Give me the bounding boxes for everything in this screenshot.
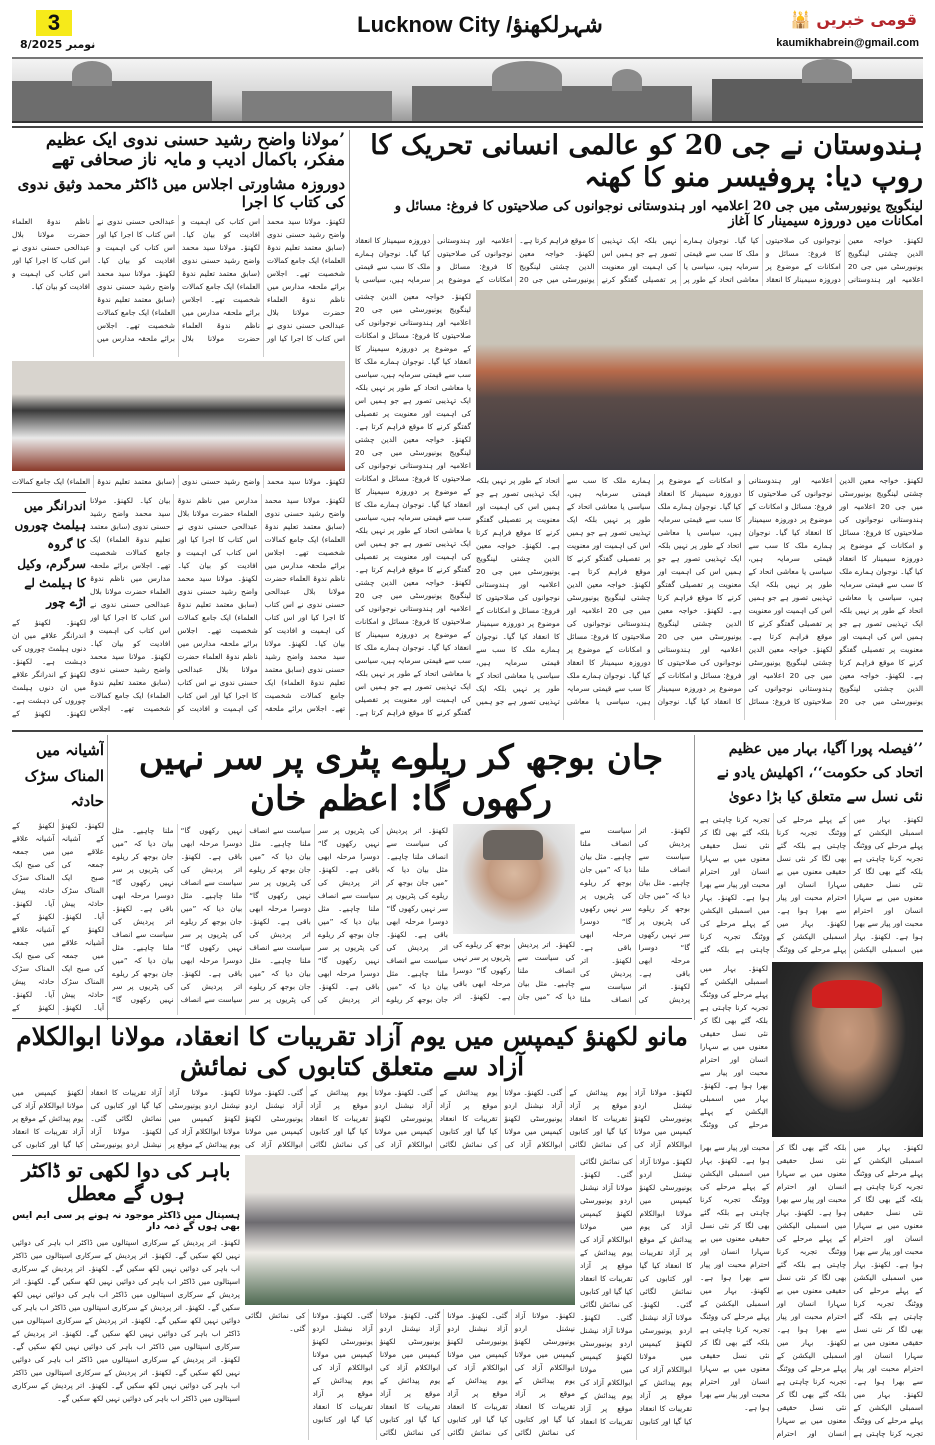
nadwi-headline: ’مولانا واضح رشید حسنی ندوی ایک عظیم مفکر، باکمال ادیب و مایہ ناز صحافی تھے <box>45 130 345 171</box>
doctor-headline: باہر کی دوا لکھی تو ڈاکٹر ہوں گے معطل <box>21 1160 231 1205</box>
section-title: Lucknow City /شہرلکھنؤ <box>357 12 603 37</box>
book-launch-photo <box>12 361 345 471</box>
nadwi-subhead: دوروزہ مشاورتی اجلاس میں ڈاکٹر محمد وثیق ندوی کی کتاب کا اجرا <box>17 174 345 211</box>
helmet-body: لکھنؤ۔ لکھنؤ کے اندرانگر علاقے میں ان دنوں ہیلمٹ چوروں کی دہشت ہے۔ لکھنؤ۔ لکھنؤ کے اندرانگر علاقے میں ان دنوں ہیلمٹ چوروں کی دہشت ہے۔ لکھنؤ۔ لکھنؤ کے <box>12 618 86 719</box>
nadwi-body-bottom: لکھنؤ۔ مولانا سید محمد واضح رشید حسنی ندوی (سابق معتمد تعلیم ندوۃ العلماء) ایک جامع کمالات شخصیت تھے۔ اجلاس برائے ملحقہ مدارس میں ناظم ندوۃ العلماء حضرت مولانا بلال عبدالحی حسنی ندوی نے اس کتاب کا اجرا کیا اور اس کتاب کی اہمیت و افادیت کو بیان کیا۔ لکھنؤ۔ مولانا سید محمد واضح رشید حسنی ندوی (سابق معتمد تعلیم ندوۃ العلماء) ایک جامع کمالات شخصیت تھے۔ اجلاس برائے ملحقہ مدارس میں ناظم ندوۃ العلماء حضرت مولانا بلال عبدالحی حسنی ندوی نے اس کتاب کا اجرا کیا اور اس کتاب کی اہمیت و افادیت کو بیان کیا۔ لکھنؤ۔ مولانا سید محمد واضح رشید حسنی ندوی (سابق معتمد تعلیم ندوۃ العلماء) ایک جامع کمالات شخصیت تھے۔ اجلاس برائے ملحقہ مدارس میں ناظم ندوۃ العلماء حضرت مولانا بلال عبدالحی حسنی ندوی نے اس کتاب کا اجرا کیا اور اس کتاب کی اہمیت و افادیت کو بیان کیا۔ لکھنؤ۔ مولانا سید محمد واضح رشید حسنی ندوی (سابق معتمد تعلیم ندوۃ العلماء) ایک جامع کمالات شخصیت تھے۔ اجلاس برائے ملحقہ مدارس میں ناظم ندوۃ العلماء حضرت مولانا بلال عبدالحی حسنی ندوی نے اس کتاب کا اجرا کیا اور اس کتاب کی اہمیت و افادیت کو بیان کیا۔ لکھنؤ۔ مولانا سید محمد واضح رشید حسنی ندوی (سابق معتمد تعلیم ندوۃ العلماء) ایک جامع کمالات شخصیت تھے۔ اجلاس <box>90 496 345 713</box>
akhilesh-photo <box>772 962 923 1137</box>
left-column <box>12 1086 240 1440</box>
contact-email[interactable]: kaumikhabrein@gmail.com <box>776 37 919 49</box>
ashiana-headline: آشیانہ میں المناک سڑک حادثہ <box>24 741 104 810</box>
ashiana-article <box>12 738 104 1015</box>
seminar-photo <box>476 290 923 470</box>
azam-khan-photo <box>453 824 575 934</box>
nadwi-body-top: لکھنؤ۔ مولانا سید محمد واضح رشید حسنی ندوی (سابق معتمد تعلیم ندوۃ العلماء) ایک جامع کمالات شخصیت تھے۔ اجلاس برائے ملحقہ مدارس میں ناظم ندوۃ العلماء حضرت مولانا بلال عبدالحی حسنی ندوی نے اس کتاب کا اجرا کیا اور اس کتاب کی اہمیت و افادیت کو بیان کیا۔ لکھنؤ۔ مولانا سید محمد واضح رشید حسنی ندوی (سابق معتمد تعلیم ندوۃ العلماء) ایک جامع کمالات شخصیت تھے۔ اجلاس برائے ملحقہ مدارس میں ناظم ندوۃ العلماء حضرت مولانا بلال عبدالحی حسنی ندوی نے اس کتاب کا اجرا کیا اور اس کتاب کی اہمیت و افادیت کو بیان کیا۔ لکھنؤ۔ مولانا سید محمد واضح رشید حسنی ندوی (سابق معتمد تعلیم ندوۃ العلماء) ایک جامع کمالات شخصیت تھے۔ اجلاس برائے ملحقہ مدارس میں ناظم ندوۃ العلماء حضرت مولانا بلال عبدالحی حسنی ندوی نے اس کتاب کا اجرا کیا اور اس کتاب کی اہمیت و افادیت کو بیان کیا۔ <box>12 216 345 343</box>
azam-article <box>112 738 690 1015</box>
manuu-body-side: لکھنؤ۔ مولانا آزاد نیشنل اردو یونیورسٹی لکھنؤ کیمپس میں مولانا ابوالکلام آزاد کی یوم پیدائش کے موقع پر آزاد تقریبات کا انعقاد کیا گیا اور کتابوں کی نمائش لگائی گئی۔ لکھنؤ۔ مولانا آزاد نیشنل اردو یونیورسٹی لکھنؤ کیمپس میں مولانا ابوالکلام آزاد کی یوم پیدائش کے موقع پر آزاد تقریبات کا انعقاد کیا گیا اور کتابوں کی نمائش لگائی گئی۔ لکھنؤ۔ مولانا آزاد نیشنل اردو یونیورسٹی لکھنؤ کیمپس میں مولانا ابوالکلام آزاد کی یوم پیدائش کے موقع پر آزاد تقریبات کا انعقاد کیا گیا اور کتابوں کی نمائش لگائی گئی۔ لکھنؤ۔ مولانا آزاد نیشنل اردو یونیورسٹی لکھنؤ کیمپس میں مولانا ابوالکلام آزاد کی یوم پیدائش کے موقع پر آزاد تقریبات کا انعقاد <box>580 1157 692 1426</box>
azam-body-under-photo: لکھنؤ۔ اتر پردیش کی سیاست سے انصاف ملنا چاہیے۔ مثل بیان دیا کہ ”میں جان بوجھ کر ریلوے کی پٹریوں پر سر نہیں رکھوں گا“ دوسرا مرحلہ ابھی باقی ہے۔ لکھنؤ۔ اتر <box>453 939 575 1001</box>
manuu-headline: مانو لکھنؤ کیمپس میں یوم آزاد تقریبات کا انعقاد، مولانا ابوالکلام آزاد سے متعلق کتابوں کی نمائش <box>16 1022 688 1081</box>
azam-headline: جان بوجھ کر ریلوے پٹری پر سر نہیں رکھوں گا: اعظم خان <box>138 738 664 819</box>
issue-date: 8/نومبر 2025 <box>20 38 96 51</box>
manuu-body-top: لکھنؤ۔ مولانا آزاد نیشنل اردو یونیورسٹی لکھنؤ کیمپس میں مولانا ابوالکلام آزاد کی یوم پیدائش کے موقع پر آزاد تقریبات کا انعقاد کیا گیا اور کتابوں کی نمائش لگائی گئی۔ لکھنؤ۔ مولانا آزاد نیشنل اردو یونیورسٹی لکھنؤ کیمپس میں مولانا ابوالکلام آزاد کی یوم پیدائش کے موقع پر آزاد تقریبات کا انعقاد کیا گیا اور کتابوں کی نمائش لگائی گئی۔ لکھنؤ۔ مولانا آزاد نیشنل اردو یونیورسٹی لکھنؤ کیمپس میں مولانا ابوالکلام آزاد کی یوم پیدائش کے موقع پر آزاد تقریبات کا انعقاد کیا گیا اور کتابوں کی نمائش لگائی گئی۔ لکھنؤ۔ مولانا آزاد نیشنل اردو یونیورسٹی لکھنؤ کیمپس میں مولانا ابوالکلام آزاد کی <box>245 1088 692 1149</box>
mosque-icon: 🕌 <box>790 10 811 29</box>
akhilesh-headline: ’’فیصلہ پورا آگیا، بہار میں عظیم اتحاد کی حکومت‘‘، اکھلیش یادو نے نئی نسل سے متعلق کیا بڑا دعویٰ <box>716 741 923 805</box>
g20-body-side: لکھنؤ۔ خواجہ معین الدین چشتی لینگویج یونیورسٹی میں جی 20 اعلامیہ اور ہندوستانی نوجوانوں کی صلاحیتوں کا فروغ: مسائل و امکانات کے موضوع پر دوروزہ سیمینار کا انعقاد کیا گیا۔ نوجوان ہمارے ملک کا سب سے قیمتی سرمایہ ہیں، سیاسی یا معاشی اتحاد کے طور پر نہیں بلکہ ایک تہذیبی تصور ہے جو ہمیں اس کی اہمیت اور معنویت پر تفصیلی گفتگو کرنے کا موقع فراہم کرتا ہے۔ لکھنؤ۔ خواجہ معین الدین چشتی لینگویج یونیورسٹی میں جی 20 اعلامیہ اور ہندوستانی نوجوانوں کی صلاحیتوں کا فروغ: مسائل و امکانات کے موضوع پر دوروزہ سیمینار کا انعقاد کیا گیا۔ نوجوان ہمارے ملک کا سب سے قیمتی سرمایہ ہیں، سیاسی یا معاشی اتحاد کے طور پر نہیں بلکہ ایک تہذیبی تصور ہے جو ہمیں اس کی اہمیت اور معنویت پر تفصیلی گفتگو کرنے کا موقع فراہم کرتا ہے۔ لکھنؤ۔ خواجہ معین الدین چشتی لینگویج یونیورسٹی میں جی 20 اعلامیہ اور ہندوستانی نوجوانوں کی صلاحیتوں کا فروغ: مسائل و امکانات کے موضوع پر دوروزہ سیمینار کا انعقاد کیا گیا۔ نوجوان ہمارے ملک کا سب سے قیمتی سرمایہ ہیں، سیاسی یا معاشی اتحاد کے طور پر نہیں بلکہ ایک تہذیبی تصور ہے جو ہمیں اس کی اہمیت اور معنویت پر تفصیلی گفتگو کرنے کا موقع فراہم کرتا ہے۔ <box>355 291 471 717</box>
doctor-body: لکھنؤ۔ اتر پردیش کے سرکاری اسپتالوں میں ڈاکٹر اب باہر کی دوائیں نہیں لکھ سکیں گے۔ لکھنؤ۔ اتر پردیش کے سرکاری اسپتالوں میں ڈاکٹر اب باہر کی دوائیں نہیں لکھ سکیں گے۔ لکھنؤ۔ اتر پردیش کے سرکاری اسپتالوں میں ڈاکٹر اب باہر کی دوائیں نہیں لکھ سکیں گے۔ لکھنؤ۔ اتر پردیش کے سرکاری اسپتالوں میں ڈاکٹر اب باہر کی دوائیں نہیں لکھ سکیں گے۔ لکھنؤ۔ اتر پردیش کے سرکاری اسپتالوں میں ڈاکٹر اب باہر کی دوائیں نہیں لکھ سکیں گے۔ لکھنؤ۔ اتر پردیش کے سرکاری اسپتالوں میں ڈاکٹر اب باہر کی دوائیں نہیں لکھ سکیں گے۔ لکھنؤ۔ اتر پردیش کے سرکاری اسپتالوں میں ڈاکٹر اب باہر کی دوائیں نہیں لکھ سکیں گے۔ لکھنؤ۔ اتر پردیش کے سرکاری اسپتالوں میں ڈاکٹر اب باہر کی دوائیں نہیں لکھ سکیں گے۔ لکھنؤ۔ اتر پردیش کے سرکاری اسپتالوں میں ڈاکٹر اب باہر کی دوائیں نہیں لکھ سکیں گے۔ لکھنؤ۔ اتر پردیش کے سرکاری اسپتالوں میں ڈاکٹر اب باہر کی دوائیں نہیں لکھ سکیں گے۔ <box>12 1238 240 1404</box>
paper-name: قومی خبریں <box>816 10 917 29</box>
helmet-article <box>12 492 86 720</box>
paper-logo <box>791 10 917 29</box>
cap <box>483 830 543 860</box>
azam-body-right: لکھنؤ۔ اتر پردیش کی سیاست سے انصاف ملنا چاہیے۔ مثل بیان دیا کہ ”میں جان بوجھ کر ریلوے کی پٹریوں پر سر نہیں رکھوں گا“ دوسرا مرحلہ ابھی باقی ہے۔ لکھنؤ۔ اتر پردیش کی سیاست سے انصاف ملنا چاہیے۔ مثل بیان دیا کہ ”میں جان بوجھ کر ریلوے کی پٹریوں پر سر نہیں رکھوں گا“ دوسرا مرحلہ ابھی باقی ہے۔ لکھنؤ۔ اتر پردیش کی سیاست سے انصاف ملنا <box>580 825 690 1004</box>
red-cap <box>812 980 882 1008</box>
doctor-subhead: ہسپتال میں ڈاکٹر موجود نہ ہونے پر سی ایم ایس بھی ہوں گے ذمہ دار <box>12 1209 240 1232</box>
book-exhibition-photo <box>245 1155 575 1305</box>
ashiana-body: لکھنؤ۔ لکھنؤ کے آشیانہ علاقے میں جمعہ کی صبح ایک المناک سڑک حادثہ پیش آیا۔ لکھنؤ۔ لکھنؤ کے آشیانہ علاقے میں جمعہ کی صبح ایک المناک سڑک حادثہ پیش آیا۔ لکھنؤ۔ لکھنؤ کے آشیانہ علاقے میں جمعہ کی صبح ایک المناک سڑک حادثہ پیش آیا۔ لکھنؤ۔ لکھنؤ کے آشیانہ علاقے میں جمعہ کی صبح ایک المناک سڑک حادثہ پیش آیا۔ لکھنؤ۔ لکھنؤ کے <box>12 820 104 1012</box>
akhilesh-article <box>700 738 923 958</box>
manuu-body-bottom: لکھنؤ۔ مولانا آزاد نیشنل اردو یونیورسٹی لکھنؤ کیمپس میں مولانا ابوالکلام آزاد کی یوم پیدائش کے موقع پر آزاد تقریبات کا انعقاد کیا گیا اور کتابوں کی نمائش لگائی گئی۔ لکھنؤ۔ مولانا آزاد نیشنل اردو یونیورسٹی لکھنؤ کیمپس میں مولانا ابوالکلام آزاد کی یوم پیدائش کے موقع پر آزاد تقریبات کا انعقاد کیا گیا اور کتابوں کی نمائش لگائی گئی۔ لکھنؤ۔ مولانا آزاد نیشنل اردو یونیورسٹی لکھنؤ کیمپس میں مولانا ابوالکلام آزاد کی یوم پیدائش کے موقع پر آزاد تقریبات کا انعقاد کیا گیا اور کتابوں کی نمائش لگائی گئی۔ لکھنؤ۔ مولانا آزاد نیشنل اردو یونیورسٹی لکھنؤ کیمپس میں مولانا ابوالکلام آزاد کی یوم پیدائش کے موقع پر آزاد تقریبات کا انعقاد کیا گیا اور کتابوں کی نمائش لگائی گئی۔ <box>245 1311 575 1437</box>
page-number: 3 <box>36 10 72 36</box>
akhilesh-body-bottom: لکھنؤ۔ بہار میں اسمبلی الیکشن کے پہلے مرحلے کی ووٹنگ تجربہ کرنا چاہتی ہے بلکہ گئے بھی لگا کر نئی نسل حقیقی معنوں میں بے سہارا انسان اور احترام محبت اور پیار سے بھرا ہوا ہے۔ لکھنؤ۔ بہار میں اسمبلی الیکشن کے پہلے مرحلے کی ووٹنگ تجربہ کرنا چاہتی ہے بلکہ گئے بھی لگا کر نئی نسل حقیقی معنوں میں بے سہارا انسان اور احترام محبت اور پیار سے بھرا ہوا ہے۔ لکھنؤ۔ بہار میں اسمبلی الیکشن کے پہلے مرحلے کی ووٹنگ تجربہ کرنا چاہتی ہے بلکہ گئے بھی لگا کر نئی نسل حقیقی معنوں میں بے سہارا انسان اور احترام محبت اور پیار سے بھرا ہوا ہے۔ لکھنؤ۔ بہار میں اسمبلی الیکشن کے پہلے مرحلے کی ووٹنگ تجربہ کرنا چاہتی ہے بلکہ گئے بھی لگا کر نئی نسل حقیقی معنوں میں بے سہارا انسان اور احترام محبت اور پیار سے بھرا ہوا ہے۔ لکھنؤ۔ بہار میں اسمبلی الیکشن کے پہلے مرحلے کی ووٹنگ تجربہ کرنا چاہتی ہے بلکہ گئے بھی لگا کر نئی نسل حقیقی معنوں میں بے سہارا انسان اور احترام محبت اور پیار سے بھرا ہوا ہے۔ لکھنؤ۔ بہار میں اسمبلی الیکشن کے پہلے مرحلے کی ووٹنگ تجربہ کرنا چاہتی ہے بلکہ گئے بھی لگا کر نئی نسل حقیقی معنوں میں بے سہارا انسان اور احترام محبت اور پیار سے بھرا ہوا ہے۔ لکھنؤ۔ بہار میں اسمبلی الیکشن کے پہلے مرحلے کی ووٹنگ تجربہ کرنا چاہتی ہے بلکہ گئے بھی لگا کر نئی نسل حقیقی معنوں میں بے سہارا انسان اور احترام محبت اور پیار سے بھرا ہوا ہے۔ <box>700 1143 923 1438</box>
nadwi-body-mid: لکھنؤ۔ مولانا سید محمد واضح رشید حسنی ندوی (سابق معتمد تعلیم ندوۃ العلماء) ایک جامع کمالات <box>12 477 345 486</box>
g20-body-bottom: لکھنؤ۔ خواجہ معین الدین چشتی لینگویج یونیورسٹی میں جی 20 اعلامیہ اور ہندوستانی نوجوانوں کی صلاحیتوں کا فروغ: مسائل و امکانات کے موضوع پر دوروزہ سیمینار کا انعقاد کیا گیا۔ نوجوان ہمارے ملک کا سب سے قیمتی سرمایہ ہیں، سیاسی یا معاشی اتحاد کے طور پر نہیں بلکہ ایک تہذیبی تصور ہے جو ہمیں اس کی اہمیت اور معنویت پر تفصیلی گفتگو کرنے کا موقع فراہم کرتا ہے۔ لکھنؤ۔ خواجہ معین الدین چشتی لینگویج یونیورسٹی میں جی 20 اعلامیہ اور ہندوستانی نوجوانوں کی صلاحیتوں کا فروغ: مسائل و امکانات کے موضوع پر دوروزہ سیمینار کا انعقاد کیا گیا۔ نوجوان ہمارے ملک کا سب سے قیمتی سرمایہ ہیں، سیاسی یا معاشی اتحاد کے طور پر نہیں بلکہ ایک تہذیبی تصور ہے جو ہمیں اس کی اہمیت اور معنویت پر تفصیلی گفتگو کرنے کا موقع فراہم کرتا ہے۔ لکھنؤ۔ خواجہ معین الدین چشتی لینگویج یونیورسٹی میں جی 20 اعلامیہ اور ہندوستانی نوجوانوں کی صلاحیتوں کا فروغ: مسائل و امکانات کے موضوع پر دوروزہ سیمینار کا انعقاد کیا گیا۔ نوجوان ہمارے ملک کا سب سے قیمتی سرمایہ ہیں، سیاسی یا معاشی اتحاد کے طور پر نہیں بلکہ ایک تہذیبی تصور ہے جو ہمیں اس کی اہمیت اور معنویت پر تفصیلی گفتگو کرنے کا موقع فراہم کرتا ہے۔ لکھنؤ۔ خواجہ معین الدین چشتی لینگویج یونیورسٹی میں جی 20 اعلامیہ اور ہندوستانی نوجوانوں کی صلاحیتوں کا فروغ: مسائل و امکانات کے موضوع پر دوروزہ سیمینار کا انعقاد کیا گیا۔ نوجوان ہمارے ملک کا سب سے قیمتی سرمایہ ہیں، سیاسی یا معاشی اتحاد کے طور پر نہیں بلکہ ایک تہذیبی تصور ہے جو ہمیں اس کی اہمیت اور معنویت پر تفصیلی گفتگو کرنے کا موقع فراہم کرتا ہے۔ لکھنؤ۔ خواجہ معین الدین چشتی لینگویج یونیورسٹی میں جی 20 اعلامیہ اور ہندوستانی نوجوانوں کی صلاحیتوں کا فروغ: مسائل و امکانات کے موضوع پر دوروزہ سیمینار کا انعقاد کیا گیا۔ نوجوان ہمارے ملک کا سب سے قیمتی سرمایہ ہیں، سیاسی یا معاشی اتحاد کے طور پر نہیں بلکہ ایک تہذیبی تصور ہے جو ہمیں اس کی اہمیت اور معنویت پر تفصیلی گفتگو کرنے کا موقع فراہم کرتا ہے۔ لکھنؤ۔ خواجہ معین الدین چشتی لینگویج یونیورسٹی میں جی 20 اعلامیہ اور ہندوستانی نوجوانوں کی صلاحیتوں کا فروغ: مسائل و امکانات کے موضوع پر دوروزہ سیمینار کا انعقاد کیا گیا۔ نوجوان ہمارے ملک کا سب سے قیمتی سرمایہ ہیں، سیاسی یا معاشی اتحاد کے طور پر نہیں بلکہ ایک تہذیبی تصور ہے جو ہمیں <box>476 475 923 706</box>
g20-body-top: لکھنؤ۔ خواجہ معین الدین چشتی لینگویج یونیورسٹی میں جی 20 اعلامیہ اور ہندوستانی نوجوانوں کی صلاحیتوں کا فروغ: مسائل و امکانات کے موضوع پر دوروزہ سیمینار کا انعقاد کیا گیا۔ نوجوان ہمارے ملک کا سب سے قیمتی سرمایہ ہیں، سیاسی یا معاشی اتحاد کے طور پر نہیں بلکہ ایک تہذیبی تصور ہے جو ہمیں اس کی اہمیت اور معنویت پر تفصیلی گفتگو کرنے کا موقع فراہم کرتا ہے۔ لکھنؤ۔ خواجہ معین الدین چشتی لینگویج یونیورسٹی میں جی 20 اعلامیہ اور ہندوستانی نوجوانوں کی صلاحیتوں کا فروغ: مسائل و امکانات کے موضوع پر دوروزہ سیمینار کا انعقاد کیا گیا۔ نوجوان ہمارے ملک کا سب سے قیمتی سرمایہ ہیں، سیاسی یا <box>355 235 923 284</box>
manuu-article <box>12 1022 692 1440</box>
nadwi-article <box>12 130 345 488</box>
akhilesh-body: لکھنؤ۔ بہار میں اسمبلی الیکشن کے پہلے مرحلے کی ووٹنگ تجربہ کرنا چاہتی ہے بلکہ گئے بھی لگا کر نئی نسل حقیقی معنوں میں بے سہارا انسان اور احترام محبت اور پیار سے بھرا ہوا ہے۔ لکھنؤ۔ بہار میں اسمبلی الیکشن کے پہلے مرحلے کی ووٹنگ تجربہ کرنا چاہتی ہے بلکہ گئے بھی لگا کر نئی نسل حقیقی معنوں میں بے سہارا انسان اور احترام محبت اور پیار سے بھرا ہوا ہے۔ لکھنؤ۔ بہار میں اسمبلی الیکشن کے پہلے مرحلے کی ووٹنگ تجربہ کرنا چاہتی ہے بلکہ گئے بھی لگا کر نئی نسل حقیقی معنوں میں بے سہارا انسان اور احترام محبت اور پیار سے بھرا ہوا ہے۔ لکھنؤ۔ بہار میں اسمبلی الیکشن کے پہلے مرحلے کی ووٹنگ تجربہ کرنا چاہتی ہے بلکہ گئے <box>700 815 923 955</box>
g20-subhead: لینگویج یونیورسٹی میں جی 20 اعلامیہ اور ہندوستانی نوجوانوں کی صلاحیتوں کا فروغ: مسائل و امکانات میں دوروزہ سیمینار کا آغاز <box>394 198 923 230</box>
lucknow-skyline-banner <box>12 57 923 123</box>
helmet-headline: اندرانگر میں ہیلمٹ چوروں کا گروہ سرگرم، وکیل کا ہیلمٹ لے اڑے چور <box>14 499 86 609</box>
g20-article <box>355 130 923 720</box>
akhilesh-body-side: لکھنؤ۔ بہار میں اسمبلی الیکشن کے پہلے مرحلے کی ووٹنگ تجربہ کرنا چاہتی ہے بلکہ گئے بھی لگا کر نئی نسل حقیقی معنوں میں بے سہارا انسان اور احترام محبت اور پیار سے بھرا ہوا ہے۔ لکھنؤ۔ بہار میں اسمبلی الیکشن کے پہلے مرحلے کی ووٹنگ <box>700 964 768 1129</box>
g20-headline: ہندوستان نے جی 20 کو عالمی انسانی تحریک کا روپ دیا: پروفیسر منو کا کھنہ <box>370 130 923 194</box>
manuu-body-left: لکھنؤ۔ مولانا آزاد نیشنل اردو یونیورسٹی لکھنؤ کیمپس میں مولانا ابوالکلام آزاد کی یوم پیدائش کے موقع پر آزاد تقریبات کا انعقاد کیا گیا اور کتابوں کی نمائش لگائی گئی۔ لکھنؤ۔ مولانا آزاد نیشنل اردو یونیورسٹی لکھنؤ کیمپس میں مولانا ابوالکلام آزاد کی یوم پیدائش کے موقع پر آزاد تقریبات کا انعقاد کیا گیا اور کتابوں کی <box>12 1088 240 1149</box>
azam-body-left: لکھنؤ۔ اتر پردیش کی سیاست سے انصاف ملنا چاہیے۔ مثل بیان دیا کہ ”میں جان بوجھ کر ریلوے کی پٹریوں پر سر نہیں رکھوں گا“ دوسرا مرحلہ ابھی باقی ہے۔ لکھنؤ۔ اتر پردیش کی سیاست سے انصاف ملنا چاہیے۔ مثل بیان دیا کہ ”میں جان بوجھ کر ریلوے کی پٹریوں پر سر نہیں رکھوں گا“ دوسرا مرحلہ ابھی باقی ہے۔ لکھنؤ۔ اتر پردیش کی سیاست سے انصاف ملنا چاہیے۔ مثل بیان دیا کہ ”میں جان بوجھ کر ریلوے کی پٹریوں پر سر نہیں رکھوں گا“ دوسرا مرحلہ ابھی باقی ہے۔ لکھنؤ۔ اتر پردیش کی سیاست سے انصاف ملنا چاہیے۔ مثل بیان دیا کہ ”میں جان بوجھ کر ریلوے کی پٹریوں پر سر نہیں رکھوں گا“ دوسرا مرحلہ ابھی باقی ہے۔ لکھنؤ۔ اتر پردیش کی سیاست سے انصاف ملنا چاہیے۔ مثل بیان دیا کہ ”میں جان بوجھ کر ریلوے کی پٹریوں پر سر نہیں رکھوں گا“ دوسرا مرحلہ ابھی باقی ہے۔ لکھنؤ۔ اتر پردیش کی سیاست سے انصاف ملنا چاہیے۔ مثل بیان دیا کہ ”میں جان بوجھ کر ریلوے کی پٹریوں پر سر نہیں رکھوں گا“ دوسرا مرحلہ ابھی باقی ہے۔ لکھنؤ۔ اتر پردیش کی سیاست سے انصاف ملنا چاہیے۔ مثل بیان دیا کہ ”میں جان بوجھ کر ریلوے کی پٹریوں پر سر نہیں رکھوں گا“ دوسرا مرحلہ ابھی باقی ہے۔ لکھنؤ۔ اتر پردیش کی سیاست سے انصاف ملنا چاہیے۔ مثل بیان دیا کہ ”میں جان بوجھ کر ریلوے کی پٹریوں پر سر نہیں رکھوں گا“ <box>112 825 448 1004</box>
